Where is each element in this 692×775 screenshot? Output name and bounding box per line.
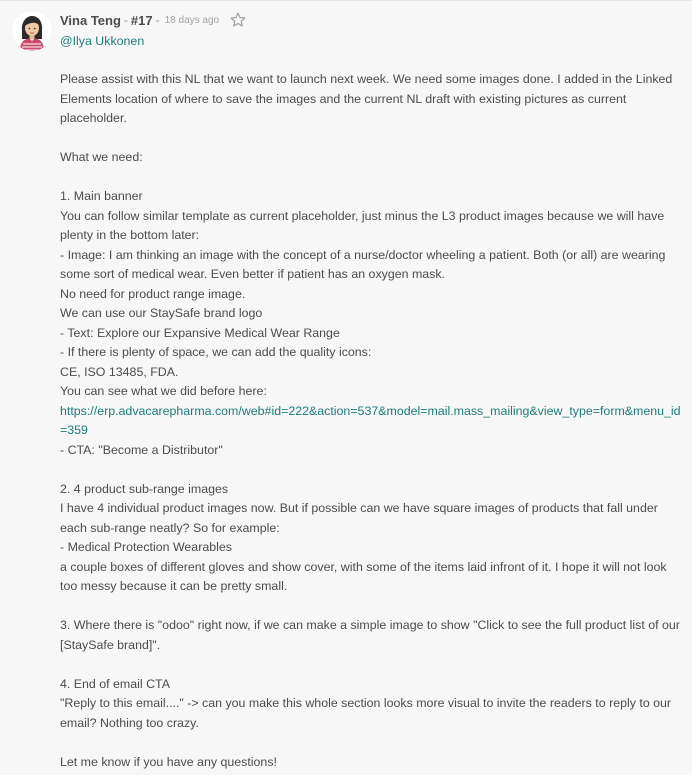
- header-separator: -: [123, 13, 128, 27]
- section1-title: 1. Main banner: [60, 189, 143, 203]
- section1-line: We can use our StaySafe brand logo: [60, 306, 263, 320]
- message-header: [60, 10, 247, 30]
- section1-line: - CTA: "Become a Distributor": [60, 442, 223, 457]
- author-name[interactable]: Vina Teng: [60, 12, 121, 28]
- section2-line: I have 4 individual product images now. But if possible can we have square images of products that fall under each sub-range neatly? So for example:: [60, 501, 662, 535]
- section2-line: a couple boxes of different gloves and show cover, with some of the items laid infront of it. I hope it will not look too messy because it can be pretty small.: [60, 559, 671, 593]
- intro-paragraph: Please assist with this NL that we want to launch next week. We need some images done. I added in the Linked Elements location of where to save the images and the current NL draft with existing pictures as current placeholder.: [60, 72, 676, 125]
- section1-line: You can see what we did before here:: [60, 384, 267, 398]
- section1-line: - Text: Explore our Expansive Medical Wear Range: [60, 325, 340, 340]
- message-date: 18 days ago: [164, 14, 220, 26]
- section4-line: "Reply to this email...." -> can you make this whole section looks more visual to invite the readers to reply to our email? Nothing too crazy.: [60, 696, 675, 730]
- previous-mailing-link[interactable]: https://erp.advacarepharma.com/web#id=222&action=537&model=mail.mass_mailing&view_type=form&menu_id=359: [60, 403, 681, 437]
- section1-line: No need for product range image.: [60, 286, 246, 301]
- section2-line: - Medical Protection Wearables: [60, 540, 232, 554]
- section1-line: - If there is plenty of space, we can add the quality icons:: [60, 345, 372, 359]
- closing-line: Let me know if you have any questions!: [60, 754, 277, 769]
- star-outline-icon[interactable]: [229, 11, 247, 29]
- message-number: #17: [130, 12, 153, 28]
- author-avatar[interactable]: [12, 11, 52, 51]
- section3-line: 3. Where there is "odoo" right now, if we can make a simple image to show "Click to see the full product list of our [StaySafe brand]".: [60, 618, 684, 652]
- section1-line: You can follow similar template as current placeholder, just minus the L3 product images because we will have plenty in the bottom later:: [60, 208, 668, 242]
- section1-line: - Image: I am thinking an image with the concept of a nurse/doctor wheeling a patient. Both (or all) are wearing some sort of medical wear. Even better if patient has an oxygen mask.: [60, 247, 669, 281]
- section4-title: 4. End of email CTA: [60, 676, 170, 691]
- what-we-need-heading: What we need:: [60, 150, 143, 164]
- date-separator: -: [155, 13, 160, 27]
- mention-link[interactable]: @Ilya Ukkonen: [60, 34, 145, 48]
- user-avatar-illustration: [12, 11, 52, 51]
- message-body: [60, 70, 682, 772]
- section2-title: 2. 4 product sub-range images: [60, 481, 229, 496]
- section1-line: CE, ISO 13485, FDA.: [60, 364, 179, 379]
